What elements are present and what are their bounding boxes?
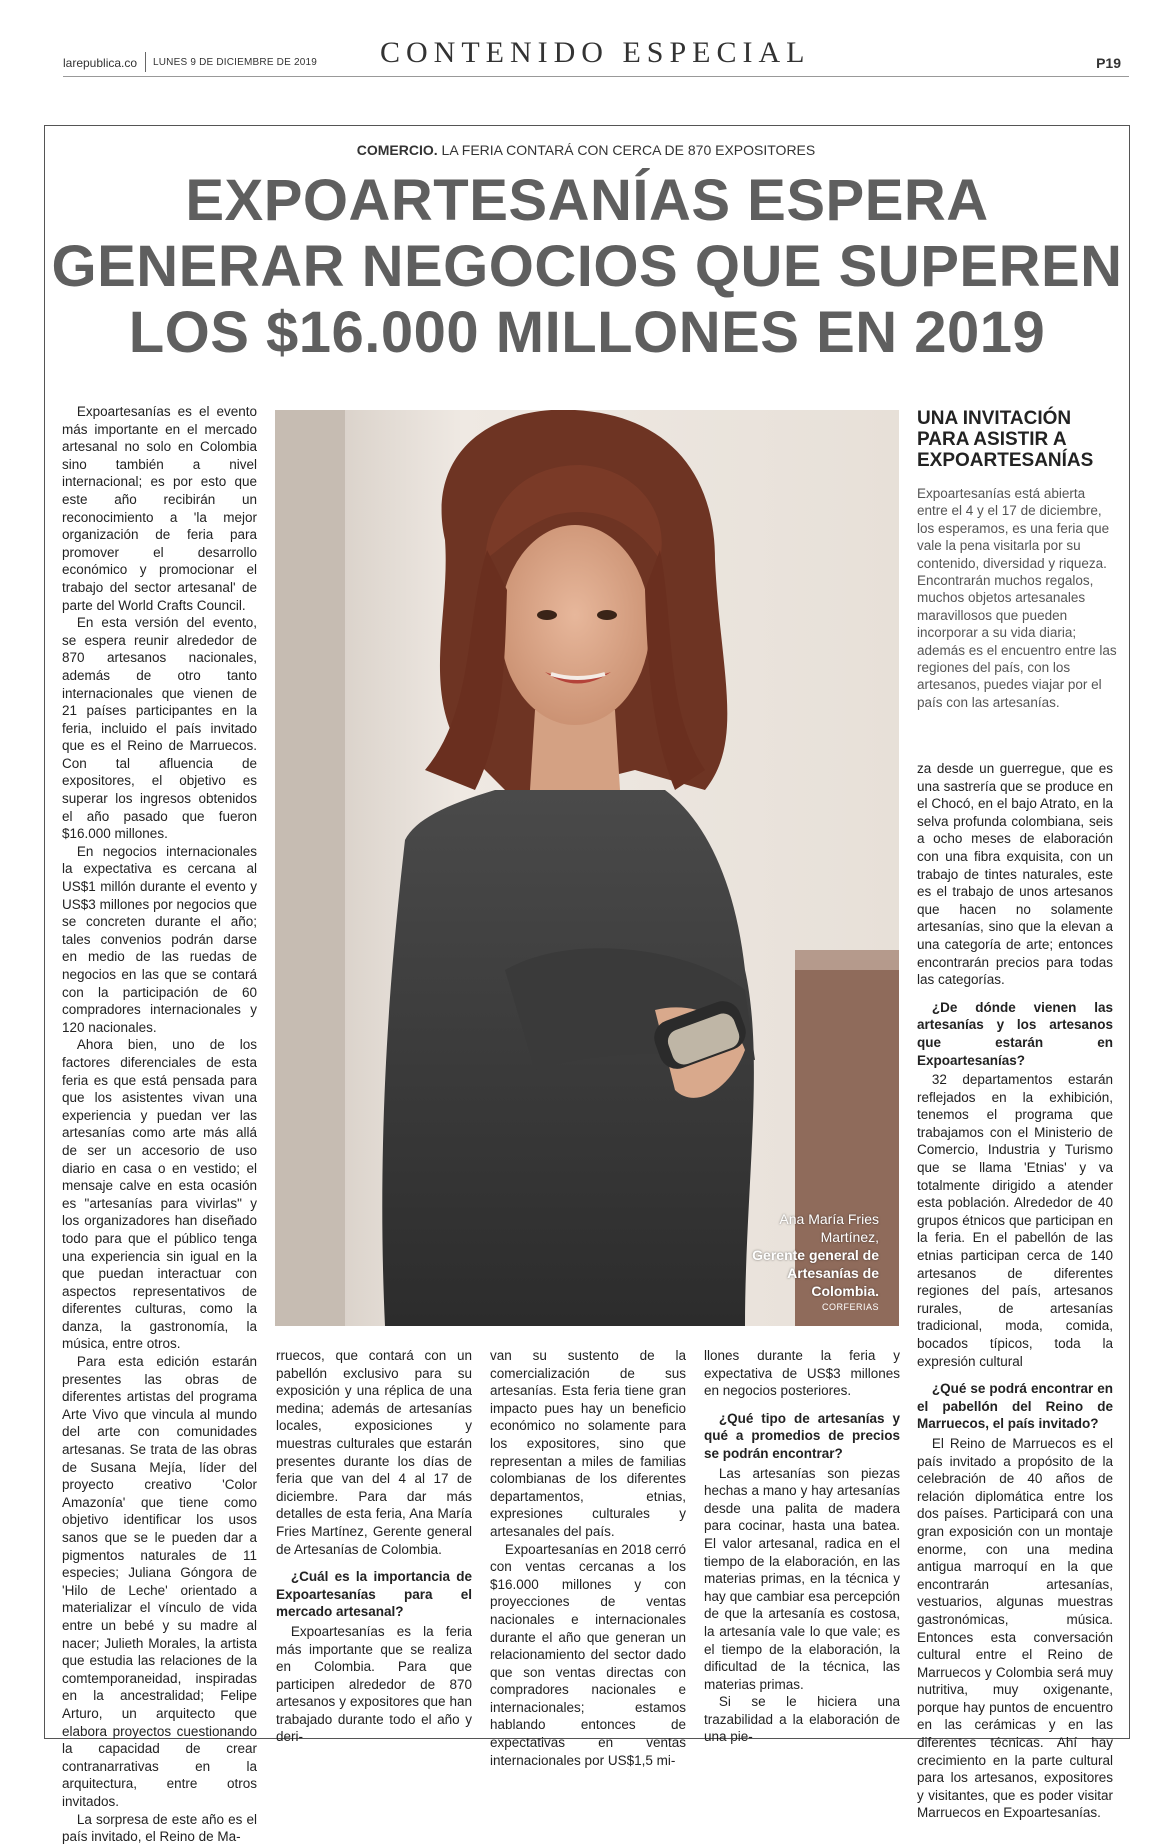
paragraph: En negocios internacionales la expectativa es cercana al US$1 millón durante el evento y US$3 millones por negocios que se concreten durante el año; tales convenios podrán darse en medio de las ruedas de negocios en las que se contará con la participación de 60 compradores internacionales y 120 nacionales.: [62, 843, 257, 1035]
caption-name: Ana María Fries Martínez,: [779, 1211, 879, 1245]
page-number: P19: [1096, 55, 1121, 71]
paragraph: Expoartesanías en 2018 cerró con ventas cercanas a los $16.000 millones y con proyecciones de ventas nacionales e internacionales durante el año que generan un relacionamiento del sector dado que son ventas directas con compradores nacionales e internacionales; estamos hablando entonces de expectativas en ventas internacionales por US$1,5 mi-: [490, 1541, 686, 1768]
body-column-4: [704, 1347, 900, 1746]
photo-caption: [739, 1210, 879, 1300]
headline-line: EXPOARTESANÍAS ESPERA: [185, 168, 989, 233]
paragraph: Expoartesanías es la feria más importante que se realiza en Colombia. Para que participen alrededor de 870 artesanos y expositores que han trabajado durante todo el año y deri-: [276, 1623, 472, 1745]
kicker-label: COMERCIO.: [356, 142, 438, 158]
paragraph: rruecos, que contará con un pabellón exclusivo para su exposición y una réplica de una medina; además de artesanías locales, exposiciones y muestras culturales que estarán presentes durante los días de feria que van del 4 al 17 de diciembre. Para dar más detalles de esta feria, Ana María Fries Martínez, Gerente general de Artesanías de Colombia.: [276, 1348, 472, 1557]
masthead-divider: [145, 52, 146, 72]
interview-question: ¿Qué se podrá encontrar en el pabellón del Reino de Marruecos, el país invitado?: [917, 1381, 1113, 1432]
kicker: [44, 142, 1128, 158]
interview-question: ¿Qué tipo de artesanías y qué a promedios de precios se podrán encontrar?: [704, 1410, 900, 1461]
body-column-2: [276, 1347, 472, 1746]
photo-credit: CORFERIAS: [821, 1302, 879, 1312]
sidebox-title: UNA INVITACIÓN PARA ASISTIR A EXPOARTESANÍAS: [917, 408, 1094, 471]
paragraph: za desde un guerregue, que es una sastrería que se produce en el Chocó, en el bajo Atrato, en la selva profunda colombiana, seis a ocho meses de elaboración con una fibra exquisita, con un trabajo de tintes naturales, este es el trabajo de unos artesanos que hacen no solamente artesanías, sino que la elevan a una categoría de arte; entonces encontrarán precios para todas las categorías.: [917, 761, 1113, 988]
body-column-1: [62, 403, 257, 1846]
body-column-3: [490, 1347, 686, 1769]
paragraph: van su sustento de la comercialización de sus artesanías. Esta feria tiene gran impacto pues hay un beneficio económico no solamente para los expositores, sino que representan a miles de familias colombianas de los diferentes departamentos, etnias, expresiones culturales y artesanales del país.: [490, 1348, 686, 1539]
caption-role: Gerente general de Artesanías de Colombia.: [752, 1247, 879, 1299]
headline-line: LOS $16.000 MILLONES EN 2019: [128, 300, 1046, 365]
invitation-sidebox: [917, 408, 1117, 711]
portrait-photo: [275, 410, 899, 1326]
paragraph: Expoartesanías es el evento más importante en el mercado artesanal no solo en Colombia sino también a nivel internacional; es por esto que este año recibirán un reconocimiento a 'la mejor organización de feria para promover el desarrollo económico y promocionar el trabajo del sector artesanal' de parte del World Crafts Council.: [62, 404, 257, 613]
kicker-text: LA FERIA CONTARÁ CON CERCA DE 870 EXPOSITORES: [441, 142, 816, 158]
headline: [0, 168, 1174, 366]
paragraph: Las artesanías son piezas hechas a mano y hay artesanías desde una palita de madera para cocinar, hasta una batea. El valor artesanal, radica en el tiempo de la elaboración, en las materias primas, en la técnica y hay que cambiar esa percepción de que la artesanía es costosa, la artesanía vale lo que vale; es el tiempo de la elaboración, la dificultad de la técnica, las materias primas.: [704, 1465, 900, 1692]
portrait-illustration: [275, 410, 899, 1326]
interview-question: ¿De dónde vienen las artesanías y los artesanos que estarán en Expoartesanías?: [917, 999, 1113, 1068]
paragraph: llones durante la feria y expectativa de US$3 millones en negocios posteriores.: [704, 1348, 900, 1399]
headline-line: GENERAR NEGOCIOS QUE SUPEREN: [51, 234, 1123, 299]
interview-question: ¿Cuál es la importancia de Expoartesanías para el mercado artesanal?: [276, 1569, 472, 1620]
site-name: larepublica.co: [63, 56, 138, 70]
paragraph: La sorpresa de este año es el país invitado, el Reino de Ma-: [62, 1811, 257, 1845]
paragraph: 32 departamentos estarán reflejados en la exhibición, tenemos el programa que trabajamos con el Ministerio de Comercio, Industria y Turismo que se llama 'Etnias' y va totalmente dirigido a atender esta población. Alrededor de 40 grupos étnicos que participan en la feria. En el pabellón de las etnias participan cerca de 140 artesanos de diferentes regiones del país, artesanos rurales, de artesanías tradicional, moda, comida, bocados típicos, toda la expresión cultural: [917, 1072, 1113, 1369]
masthead: [63, 0, 1129, 77]
paragraph: En esta versión del evento, se espera reunir alrededor de 870 artesanos nacionales, además de otro tanto internacionales que vienen de 21 países participantes en la feria, incluido el país invitado que es el Reino de Marruecos. Con tal afluencia de expositores, el objetivo es superar los ingresos obtenidos el año pasado que fueron $16.000 millones.: [62, 615, 257, 842]
paragraph: Si se le hiciera una trazabilidad a la elaboración de una pie-: [704, 1694, 900, 1745]
section-title: CONTENIDO ESPECIAL: [380, 36, 811, 69]
body-column-5: [917, 760, 1113, 1822]
paragraph: Para esta edición estarán presentes las obras de diferentes artistas del programa Arte Vivo que vincula al mundo del arte con comunidades artesanas. Se trata de las obras de Susana Mejía, líder del proyecto creativo 'Color Amazonía' que tiene como objetivo identificar los usos sanos que se le pueden dar a pigmentos naturales de 11 especies; Juliana Góngora de 'Hilo de Leche' orientado a materializar el vínculo de vida entre un bebé y su madre al nacer; Julieth Morales, la artista que estudia las relaciones de la comtemporaneidad, inspiradas en la ancestralidad; Felipe Arturo, un arquitecto que elabora proyectos cuestionando la capacidad de crear contranarrativas en la arquitectura, entre otros invitados.: [62, 1354, 257, 1809]
paragraph: El Reino de Marruecos es el país invitado a propósito de la celebración de 40 años de relación diplomática entre los dos países. Participará con una gran exposición con un montaje enorme, con una medina antigua marroquí en la que encontrarán artesanías, vestuarios, algunas muestras gastronómicas, música. Entonces esta conversación cultural entre el Reino de Marruecos y Colombia será muy nutritiva, muy oxigenante, porque hay puntos de encuentro en las cerámicas y en las diferentes técnicas. Ahí hay crecimiento en la parte cultural para los artesanos, expositores y visitantes, que es poder visitar Marruecos en Expoartesanías.: [917, 1435, 1113, 1821]
sidebox-text: Expoartesanías está abierta entre el 4 y el 17 de diciembre, los esperamos, es una feria que vale la pena visitarla por su contenido, diversidad y riqueza. Encontrarán muchos regalos, muchos objetos artesanales maravillosos que pueden incorporar a su vida diaria; además es el encuentro entre las regiones del país, con los artesanos, puedes viajar por el país con las artesanías.: [917, 486, 1117, 710]
issue-date: LUNES 9 DE DICIEMBRE DE 2019: [153, 57, 317, 68]
paragraph: Ahora bien, uno de los factores diferenciales de esta feria es que está pensada para que los asistentes vivan una experiencia y puedan ver las artesanías como arte más allá de ser un accesorio de uso diario en casa o en vestido; el mensaje calve en esta ocasión es "artesanías para vivirlas" y los organizadores han diseñado todo para que el público tenga una experiencia sin igual en la que puedan interactuar con aspectos representativos de diferentes culturas, como la danza, la gastronomía, la música, entre otros.: [62, 1037, 257, 1352]
